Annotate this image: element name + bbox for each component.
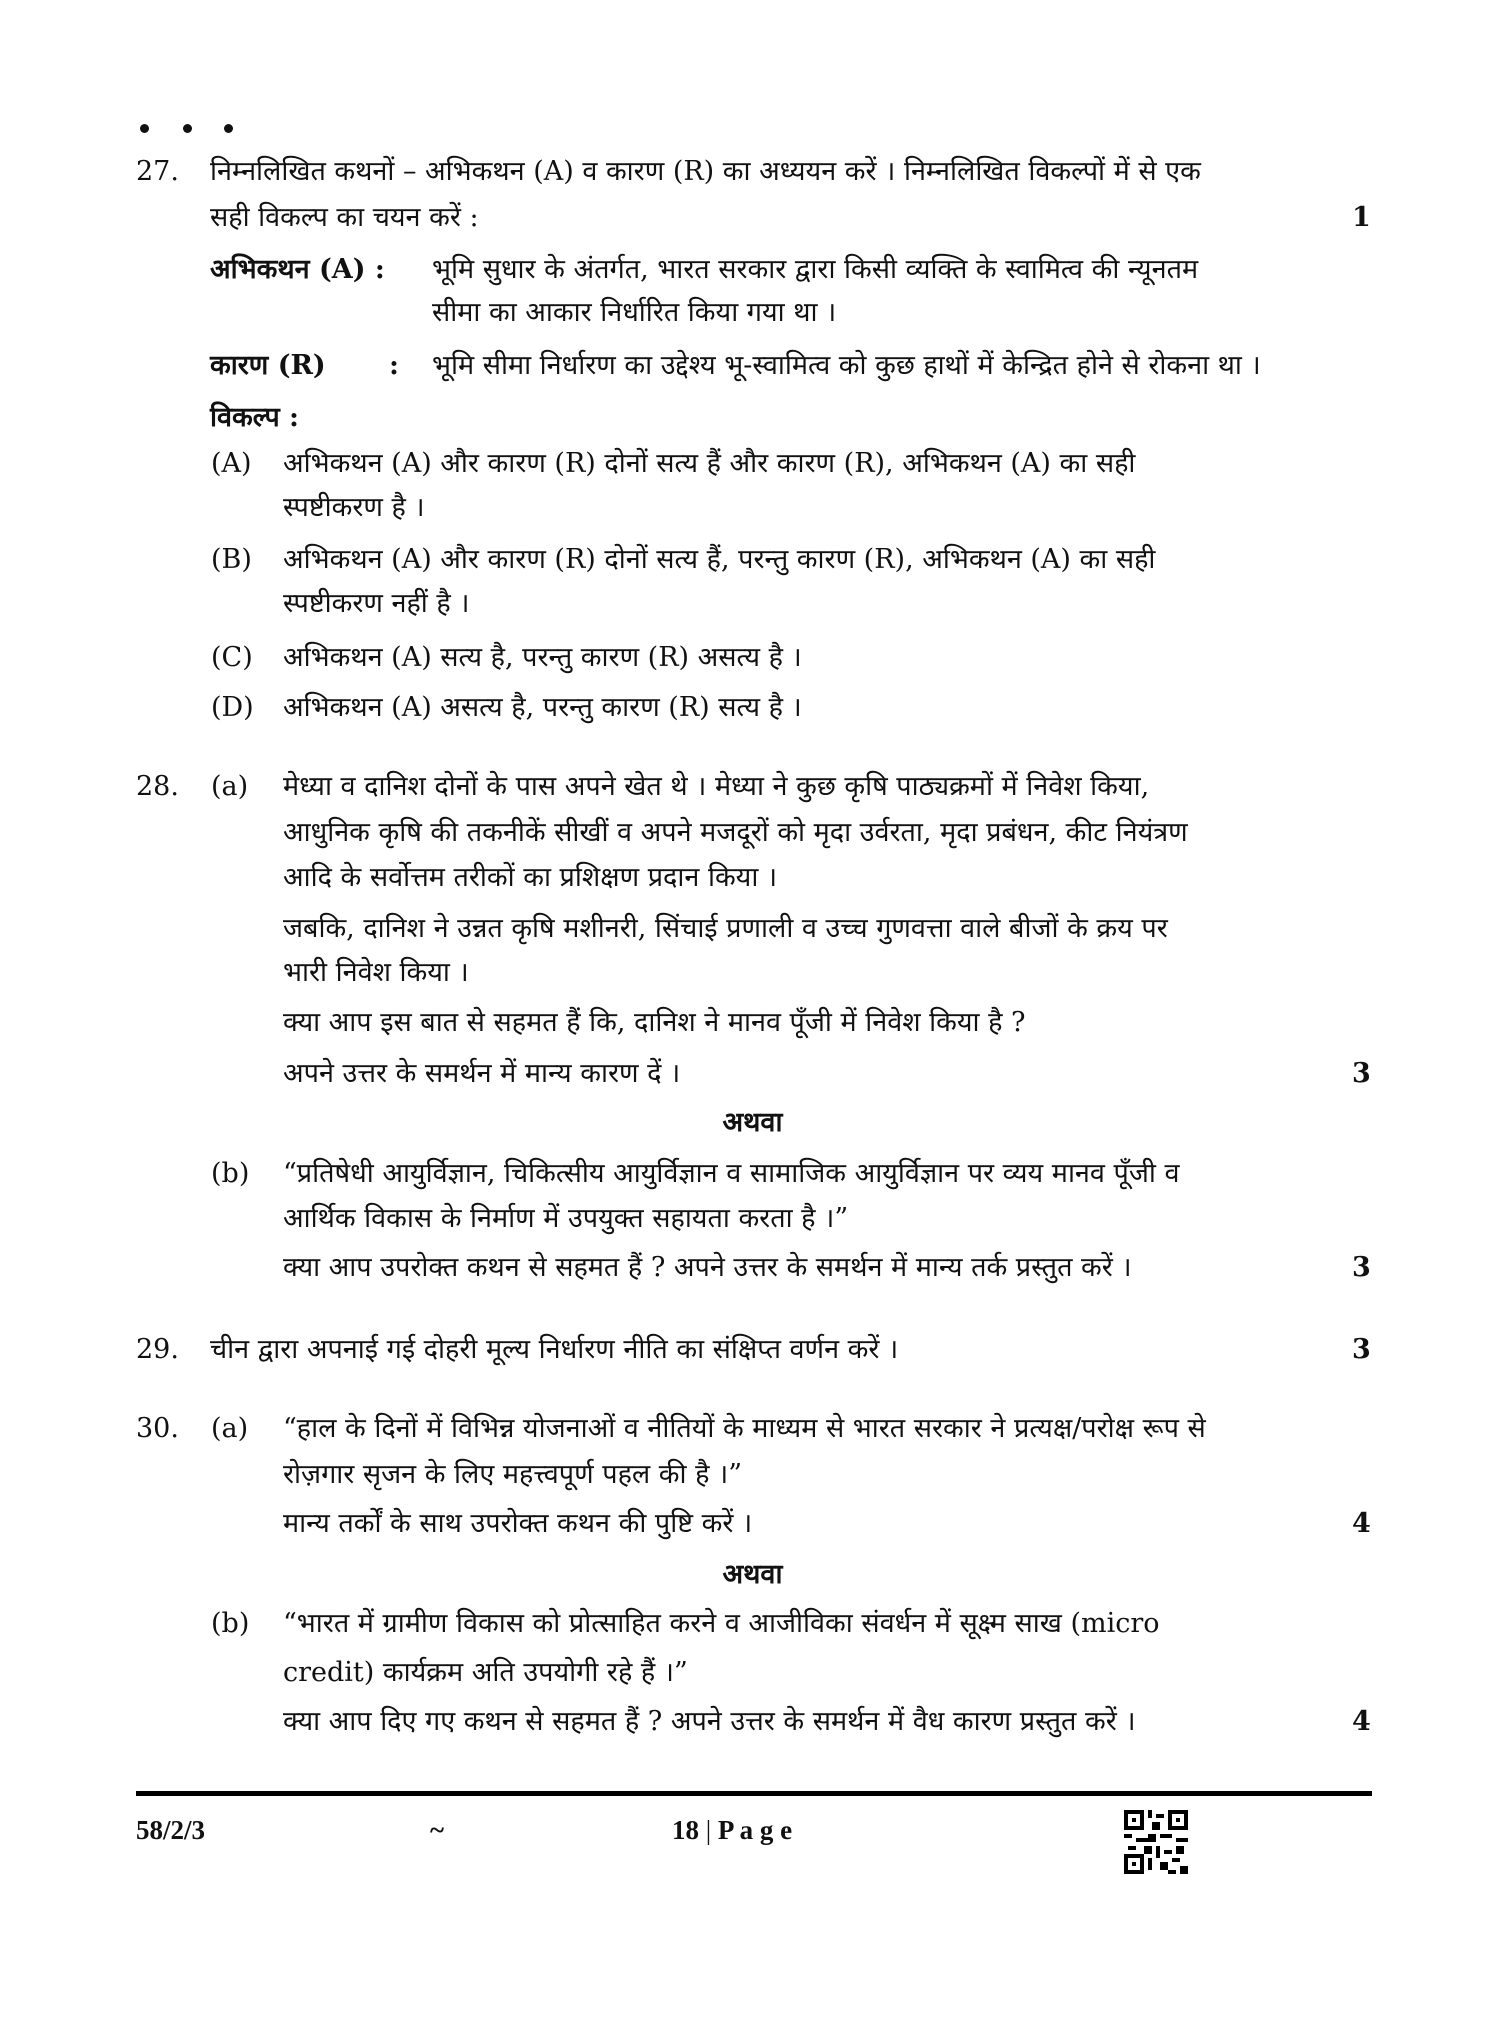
part-key: (a) bbox=[211, 771, 249, 802]
question-text: अपने उत्तर के समर्थन में मान्य कारण दें । bbox=[283, 1058, 681, 1089]
question-number: 27. bbox=[136, 156, 179, 187]
question-text: जबकि, दानिश ने उन्नत कृषि मशीनरी, सिंचाई प्रणाली व उच्च गुणवत्ता वाले बीजों के क्रय पर bbox=[283, 913, 1168, 944]
question-text: क्या आप इस बात से सहमत हैं कि, दानिश ने मानव पूँजी में निवेश किया है ? bbox=[283, 1007, 1026, 1038]
question-text: मेध्या व दानिश दोनों के पास अपने खेत थे । मेध्या ने कुछ कृषि पाठ्यक्रमों में निवेश किया, bbox=[283, 771, 1150, 802]
options-label: विकल्प : bbox=[210, 402, 300, 433]
question-text: क्या आप दिए गए कथन से सहमत हैं ? अपने उत्तर के समर्थन में वैध कारण प्रस्तुत करें । bbox=[283, 1706, 1136, 1737]
option-text: अभिकथन (A) असत्य है, परन्तु कारण (R) सत्य है । bbox=[283, 692, 802, 723]
reason-text: भूमि सीमा निर्धारण का उद्देश्य भू-स्वामित्व को कुछ हाथों में केन्द्रित होने से रोकना था । bbox=[432, 350, 1261, 381]
option-key: (A) bbox=[211, 448, 252, 479]
option-key: (C) bbox=[211, 642, 253, 673]
marks: 3 bbox=[1352, 1252, 1371, 1283]
question-text: आधुनिक कृषि की तकनीकें सीखीं व अपने मजदूरों को मृदा उर्वरता, मृदा प्रबंधन, कीट नियंत्रण bbox=[283, 817, 1188, 848]
part-key: (b) bbox=[211, 1158, 250, 1189]
question-text: “भारत में ग्रामीण विकास को प्रोत्साहित करने व आजीविका संवर्धन में सूक्ष्म साख (micro bbox=[283, 1608, 1160, 1639]
question-text: चीन द्वारा अपनाई गई दोहरी मूल्य निर्धारण नीति का संक्षिप्त वर्णन करें । bbox=[210, 1334, 899, 1365]
question-text: आर्थिक विकास के निर्माण में उपयुक्त सहायता करता है ।” bbox=[283, 1203, 849, 1234]
bullet-dot bbox=[183, 124, 192, 133]
reason-colon: : bbox=[389, 350, 399, 381]
option-text: अभिकथन (A) और कारण (R) दोनों सत्य हैं और कारण (R), अभिकथन (A) का सही bbox=[283, 448, 1136, 479]
marks: 3 bbox=[1352, 1058, 1371, 1089]
bullet-dot bbox=[140, 124, 149, 133]
question-text: “प्रतिषेधी आयुर्विज्ञान, चिकित्सीय आयुर्विज्ञान व सामाजिक आयुर्विज्ञान पर व्यय मानव पूँजी व bbox=[283, 1158, 1180, 1189]
option-text: अभिकथन (A) सत्य है, परन्तु कारण (R) असत्य है । bbox=[283, 642, 802, 673]
marks: 4 bbox=[1352, 1706, 1371, 1737]
question-text: निम्नलिखित कथनों – अभिकथन (A) व कारण (R) का अध्ययन करें । निम्नलिखित विकल्पों में से एक bbox=[210, 156, 1201, 187]
question-text: credit) कार्यक्रम अति उपयोगी रहे हैं ।” bbox=[283, 1657, 688, 1688]
question-text: रोज़गार सृजन के लिए महत्त्वपूर्ण पहल की है ।” bbox=[283, 1459, 743, 1490]
marks: 4 bbox=[1352, 1508, 1371, 1539]
marks: 3 bbox=[1352, 1334, 1371, 1365]
footer-tilde: ~ bbox=[430, 1815, 445, 1845]
question-number: 29. bbox=[136, 1334, 179, 1365]
assertion-label: अभिकथन (A) : bbox=[210, 254, 385, 285]
page-number bbox=[672, 1815, 792, 1846]
option-key: (B) bbox=[211, 544, 252, 575]
option-key: (D) bbox=[211, 692, 254, 723]
part-key: (a) bbox=[211, 1413, 249, 1444]
question-text: “हाल के दिनों में विभिन्न योजनाओं व नीतियों के माध्यम से भारत सरकार ने प्रत्यक्ष/परोक्ष रूप से bbox=[283, 1413, 1206, 1444]
question-text: सही विकल्प का चयन करें : bbox=[210, 202, 479, 233]
question-number: 30. bbox=[136, 1413, 179, 1444]
question-text: भारी निवेश किया । bbox=[283, 957, 469, 988]
qr-code-icon bbox=[1124, 1810, 1188, 1874]
paper-code: 58/2/3 bbox=[136, 1815, 206, 1845]
assertion-text: सीमा का आकार निर्धारित किया गया था । bbox=[432, 297, 837, 328]
page-separator: | bbox=[705, 1815, 712, 1845]
option-text: स्पष्टीकरण नहीं है । bbox=[283, 588, 470, 619]
question-text: मान्य तर्कों के साथ उपरोक्त कथन की पुष्टि करें । bbox=[283, 1508, 753, 1539]
question-text: क्या आप उपरोक्त कथन से सहमत हैं ? अपने उत्तर के समर्थन में मान्य तर्क प्रस्तुत करें । bbox=[283, 1252, 1132, 1283]
part-key: (b) bbox=[211, 1608, 250, 1639]
reason-label: कारण (R) bbox=[210, 350, 326, 381]
option-text: स्पष्टीकरण है । bbox=[283, 492, 425, 523]
or-divider: अथवा bbox=[722, 1559, 783, 1590]
question-number: 28. bbox=[136, 771, 179, 802]
option-text: अभिकथन (A) और कारण (R) दोनों सत्य हैं, परन्तु कारण (R), अभिकथन (A) का सही bbox=[283, 544, 1156, 575]
bullet-dot bbox=[224, 124, 233, 133]
question-text: आदि के सर्वोत्तम तरीकों का प्रशिक्षण प्रदान किया । bbox=[283, 862, 778, 893]
footer-rule bbox=[136, 1791, 1372, 1796]
page-word: P a g e bbox=[717, 1815, 793, 1845]
or-divider: अथवा bbox=[722, 1107, 783, 1138]
marks: 1 bbox=[1352, 202, 1371, 233]
assertion-text: भूमि सुधार के अंतर्गत, भारत सरकार द्वारा किसी व्यक्ति के स्वामित्व की न्यूनतम bbox=[432, 254, 1199, 285]
page-num: 18 bbox=[672, 1815, 699, 1845]
